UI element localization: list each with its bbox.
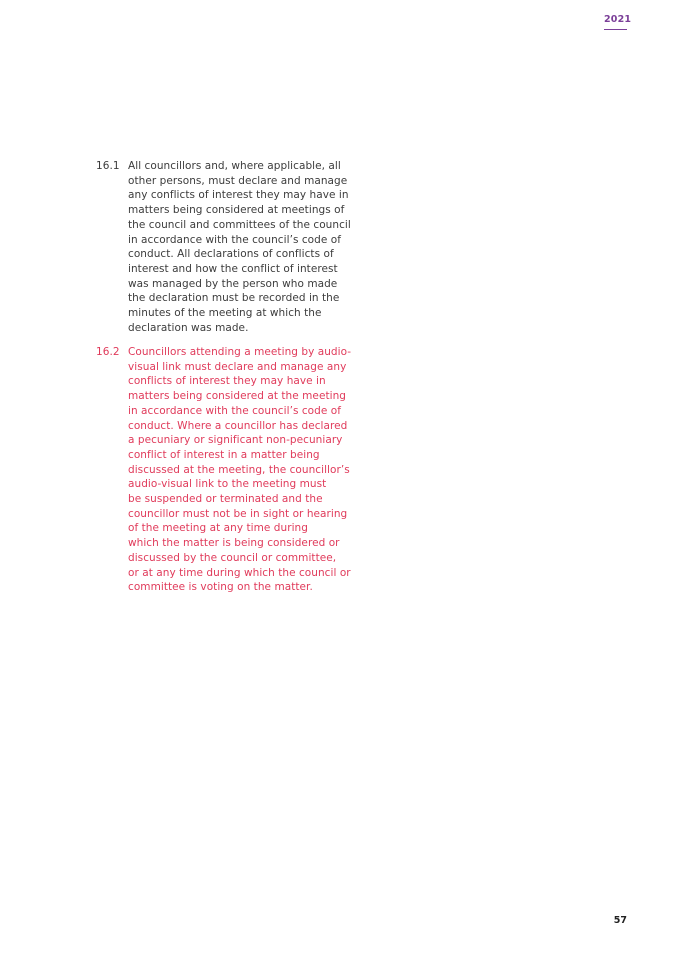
page-number: 57 — [613, 915, 627, 926]
clause-text: Councillors attending a meeting by audio- visual link must declare and manage any conflicts of interest they may have in matters being considered at the meeting in accordance with the council’s code of conduct. Where a councillor has declared a pecuniary or significant non-pecuniary conflict of interest in a matter being discussed at the meeting, the councillor’s audio-visual link to the meeting must be suspended or terminated and the councillor must not be in sight or hearing of the meeting at any time during which the matter is being considered or discussed by the council or committee, or at any time during which the council or committee is voting on the matter. — [128, 346, 352, 594]
clause-number: 16.1 — [96, 160, 120, 172]
clause-16-2 — [96, 345, 366, 595]
clause-text: All councillors and, where applicable, all other persons, must declare and manage any conflicts of interest they may have in matters being considered at meetings of the council and committees of the council in accordance with the council’s code of conduct. All declarations of conflicts of interest and how the conflict of interest was managed by the person who made the declaration must be recorded in the minutes of the meeting at which the declaration was made. — [128, 160, 351, 334]
clause-number: 16.2 — [96, 346, 120, 358]
clause-16-1 — [96, 159, 366, 335]
year-label: 2021 — [604, 14, 632, 25]
year-underline — [604, 29, 627, 30]
